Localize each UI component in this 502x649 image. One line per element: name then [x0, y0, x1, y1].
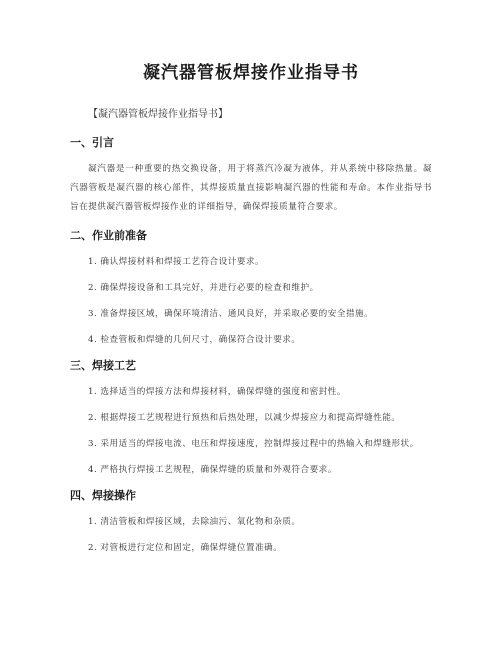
section-preparation	[70, 227, 432, 349]
list-item: 2. 确保焊接设备和工具完好，并进行必要的检查和维护。	[88, 283, 319, 293]
list-item: 1. 清洁管板和焊接区域，去除油污、氧化物和杂质。	[88, 517, 301, 527]
list-item: 1. 确认焊接材料和焊接工艺符合设计要求。	[88, 257, 265, 267]
list-item: 4. 严格执行焊接工艺规程，确保焊缝的质量和外观符合要求。	[88, 465, 337, 475]
section-heading: 三、焊接工艺	[70, 359, 136, 372]
section-welding-process	[70, 357, 432, 479]
section-heading: 四、焊接操作	[70, 489, 136, 502]
document-subtitle: 【凝汽器管板焊接作业指导书】	[88, 109, 228, 120]
section-introduction	[70, 134, 432, 217]
list-item: 1. 选择适当的焊接方法和焊接材料，确保焊缝的强度和密封性。	[88, 387, 346, 397]
section-heading: 一、引言	[70, 136, 114, 149]
section-paragraph: 凝汽器是一种重要的热交换设备，用于将蒸汽冷凝为液体，并从系统中移除热量。凝汽器管板是凝汽器的核心部件，其焊接质量直接影响凝汽器的性能和寿命。本作业指导书旨在提供凝汽器管板焊接作业的详细指导，确保焊接质量符合要求。	[70, 164, 432, 212]
list-item: 3. 采用适当的焊接电流、电压和焊接速度，控制焊接过程中的热输入和焊缝形状。	[88, 439, 419, 449]
list-item: 3. 准备焊接区域，确保环境清洁、通风良好，并采取必要的安全措施。	[88, 309, 374, 319]
list-item: 2. 根据焊接工艺规程进行预热和后热处理，以减少焊接应力和提高焊缝性能。	[88, 413, 401, 423]
section-welding-operation	[70, 487, 432, 557]
section-heading: 二、作业前准备	[70, 229, 147, 242]
list-item: 4. 检查管板和焊缝的几何尺寸，确保符合设计要求。	[88, 335, 301, 345]
document-title: 凝汽器管板焊接作业指导书	[143, 63, 359, 83]
list-item: 2. 对管板进行定位和固定，确保焊缝位置准确。	[88, 543, 283, 553]
